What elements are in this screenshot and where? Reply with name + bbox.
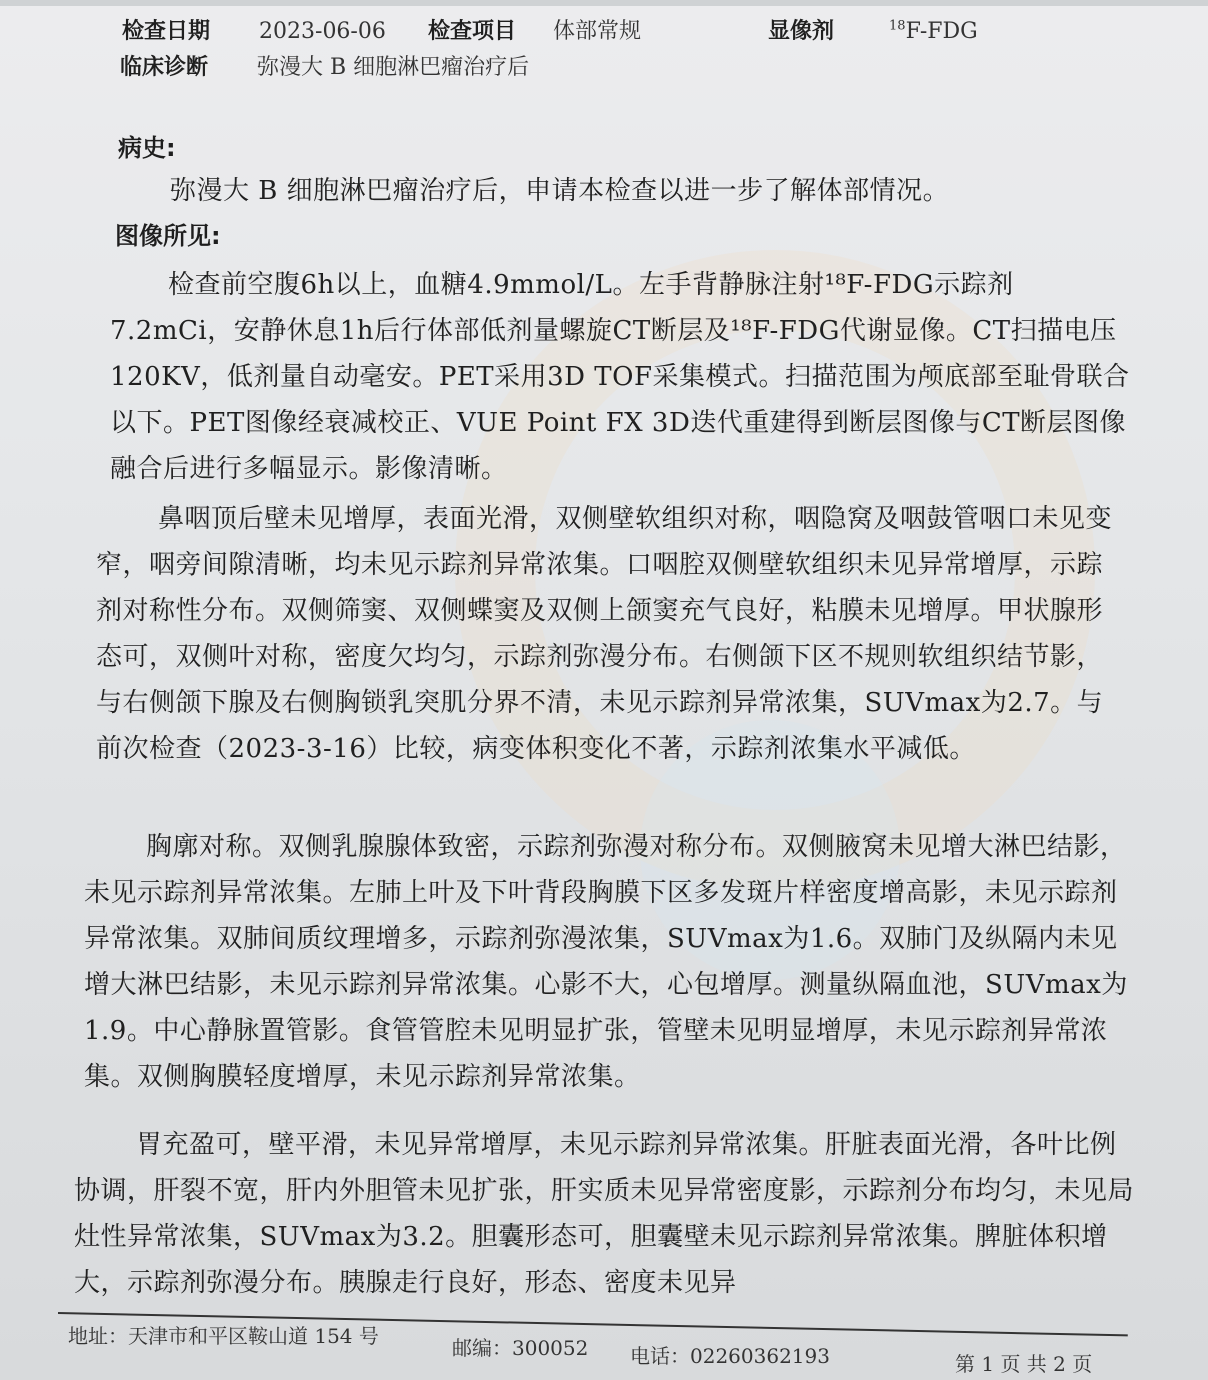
findings-paragraph-head-neck: 鼻咽顶后壁未见增厚，表面光滑，双侧壁软组织对称，咽隐窝及咽鼓管咽口未见变窄，咽旁间隙清晰，均未见示踪剂异常浓集。口咽腔双侧壁软组织未见异常增厚，示踪剂对称性分布。双侧筛窦、双侧蝶窦及双侧上颌窦充气良好，粘膜未见增厚。甲状腺形态可，双侧叶对称，密度欠均匀，示踪剂弥漫分布。右侧颌下区不规则软组织结节影，与右侧颌下腺及右侧胸锁乳突肌分界不清，未见示踪剂异常浓集，SUVmax为2.7。与前次检查（2023-3-16）比较，病变体积变化不著，示踪剂浓集水平减低。 [96,504,1113,764]
exam-item-row [428,14,641,45]
exam-date-row [122,14,386,45]
tracer-row [768,14,978,45]
tracer-isotope-number: 18 [889,18,906,34]
history-heading: 病史: [118,134,176,162]
exam-date-value: 2023-06-06 [259,19,386,44]
diagnosis-label: 临床诊断 [120,55,209,80]
diagnosis-value: 弥漫大 B 细胞淋巴瘤治疗后 [257,55,530,80]
findings-paragraph-chest: 胸廓对称。双侧乳腺腺体致密，示踪剂弥漫对称分布。双侧腋窝未见增大淋巴结影，未见示踪剂异常浓集。左肺上叶及下叶背段胸膜下区多发斑片样密度增高影，未见示踪剂异常浓集。双肺间质纹理增多，示踪剂弥漫浓集，SUVmax为1.6。双肺门及纵隔内未见增大淋巴结影，未见示踪剂异常浓集。心影不大，心包增厚。测量纵隔血池，SUVmax为1.9。中心静脉置管影。食管管腔未见明显扩张，管壁未见明显增厚，未见示踪剂异常浓集。双侧胸膜轻度增厚，未见示踪剂异常浓集。 [84,832,1128,1092]
history-text: 弥漫大 B 细胞淋巴瘤治疗后，申请本检查以进一步了解体部情况。 [170,176,950,206]
exam-item-label: 检查项目 [428,19,517,44]
findings-paragraph-abdomen: 胃充盈可，壁平滑，未见异常增厚，未见示踪剂异常浓集。肝脏表面光滑，各叶比例协调，肝裂不宽，肝内外胆管未见扩张，肝实质未见异常密度影，示踪剂分布均匀，未见局灶性异常浓集，SUVmax为3.2。胆囊形态可，胆囊壁未见示踪剂异常浓集。脾脏体积增大，示踪剂弥漫分布。胰腺走行良好，形态、密度未见异 [74,1130,1134,1298]
tracer-name: F-FDG [905,19,978,44]
footer-postcode: 邮编：300052 [452,1336,589,1360]
exam-item-value: 体部常规 [553,19,642,44]
footer-phone: 电话：02260362193 [630,1344,830,1368]
exam-date-label: 检查日期 [122,19,211,44]
footer-page-number: 第 1 页 共 2 页 [955,1352,1093,1376]
footer-address: 地址：天津市和平区鞍山道 154 号 [68,1324,379,1348]
findings-paragraph-technique: 检查前空腹6h以上，血糖4.9mmol/L。左手背静脉注射¹⁸F-FDG示踪剂7.2mCi，安静休息1h后行体部低剂量螺旋CT断层及¹⁸F-FDG代谢显像。CT扫描电压120KV，低剂量自动毫安。PET采用3D TOF采集模式。扫描范围为颅底部至耻骨联合以下。PET图像经衰减校正、VUE Point FX 3D迭代重建得到断层图像与CT断层图像融合后进行多幅显示。影像清晰。 [110,270,1130,484]
tracer-label: 显像剂 [768,19,835,44]
cut-off-top-row [0,0,1208,6]
tracer-value [889,19,978,44]
diagnosis-row [120,50,529,81]
findings-heading: 图像所见: [115,222,221,250]
